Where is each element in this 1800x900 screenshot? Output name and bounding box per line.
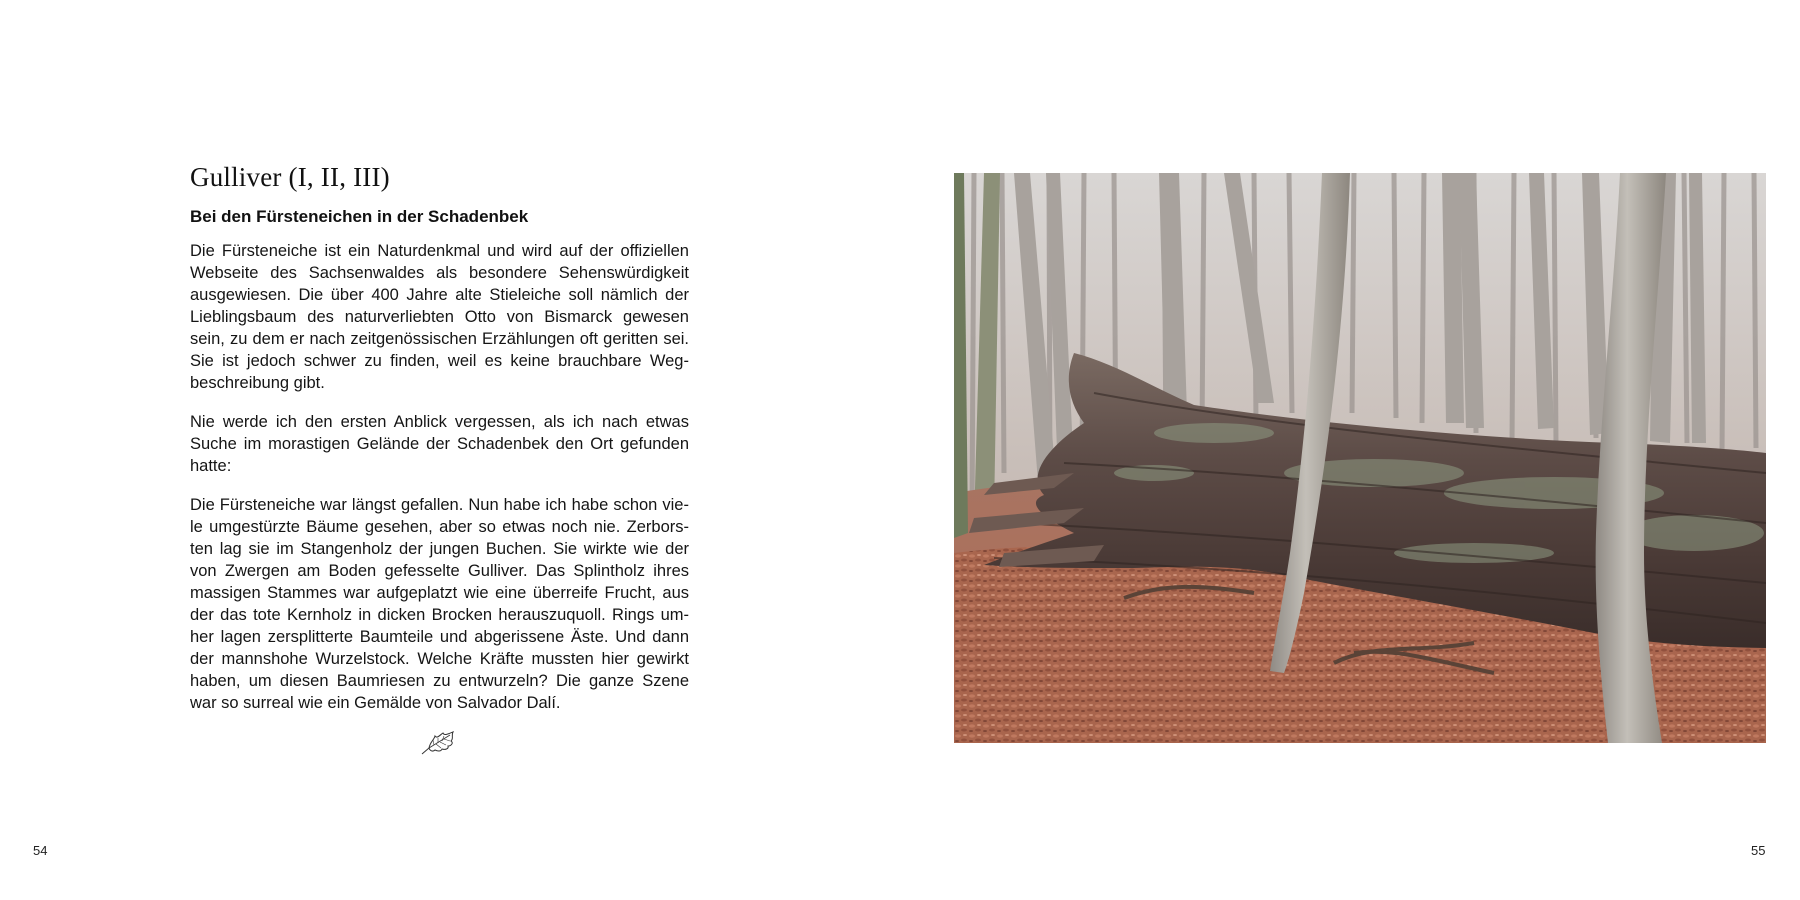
left-page-text bbox=[190, 162, 689, 731]
page-subtitle: Bei den Fürsteneichen in der Schadenbek bbox=[190, 207, 529, 226]
fallen-oak-photo-illustration bbox=[954, 173, 1766, 743]
oak-leaf-icon bbox=[420, 730, 458, 756]
page-number-left: 54 bbox=[33, 843, 48, 858]
forest-photo bbox=[954, 173, 1766, 743]
body-paragraph: Die Fürsteneiche war längst gefallen. Nun habe ich habe schon viele umgestürzte Bäume gesehen, aber so etwas noch nie. Zerborsten lag sie im Stangenholz der jungen Buchen. Sie wirkte wie der von Zwergen am Boden gefesselte Gulliver. Das Splintholz ihres massigen Stammes war aufgeplatzt wie eine überreife Frucht, aus der das tote Kernholz in dicken Brocken herauszuquoll. Rings umher lagen zersplitterte Baumteile und abgerissene Äste. Und dann der mannshohe Wurzelstock. Welche Kräfte mussten hier gewirkt haben, um diesen Baumriesen zu entwurzeln? Die ganze Szene war so surreal wie ein Gemälde von Salvador Dalí. bbox=[190, 496, 689, 712]
page-title: Gulliver (I, II, III) bbox=[190, 162, 390, 192]
body-paragraph: Die Fürsteneiche ist ein Naturdenkmal und wird auf der offiziellen Webseite des Sachsenwaldes als besondere Sehenswürdigkeit ausgewiesen. Die über 400 Jahre alte Stieleiche soll nämlich der Lieblingsbaum des naturverliebten Otto von Bismarck gewesen sein, zu dem er nach zeitgenössischen Erzählungen oft geritten sei. Sie ist jedoch schwer zu finden, weil es keine brauchbare Wegbeschreibung gibt. bbox=[190, 242, 689, 392]
body-paragraph: Nie werde ich den ersten Anblick vergessen, als ich nach etwas Suche im morastigen Gelände der Schadenbek den Ort gefunden hatte: bbox=[190, 413, 689, 475]
page-number-right: 55 bbox=[1751, 843, 1766, 858]
